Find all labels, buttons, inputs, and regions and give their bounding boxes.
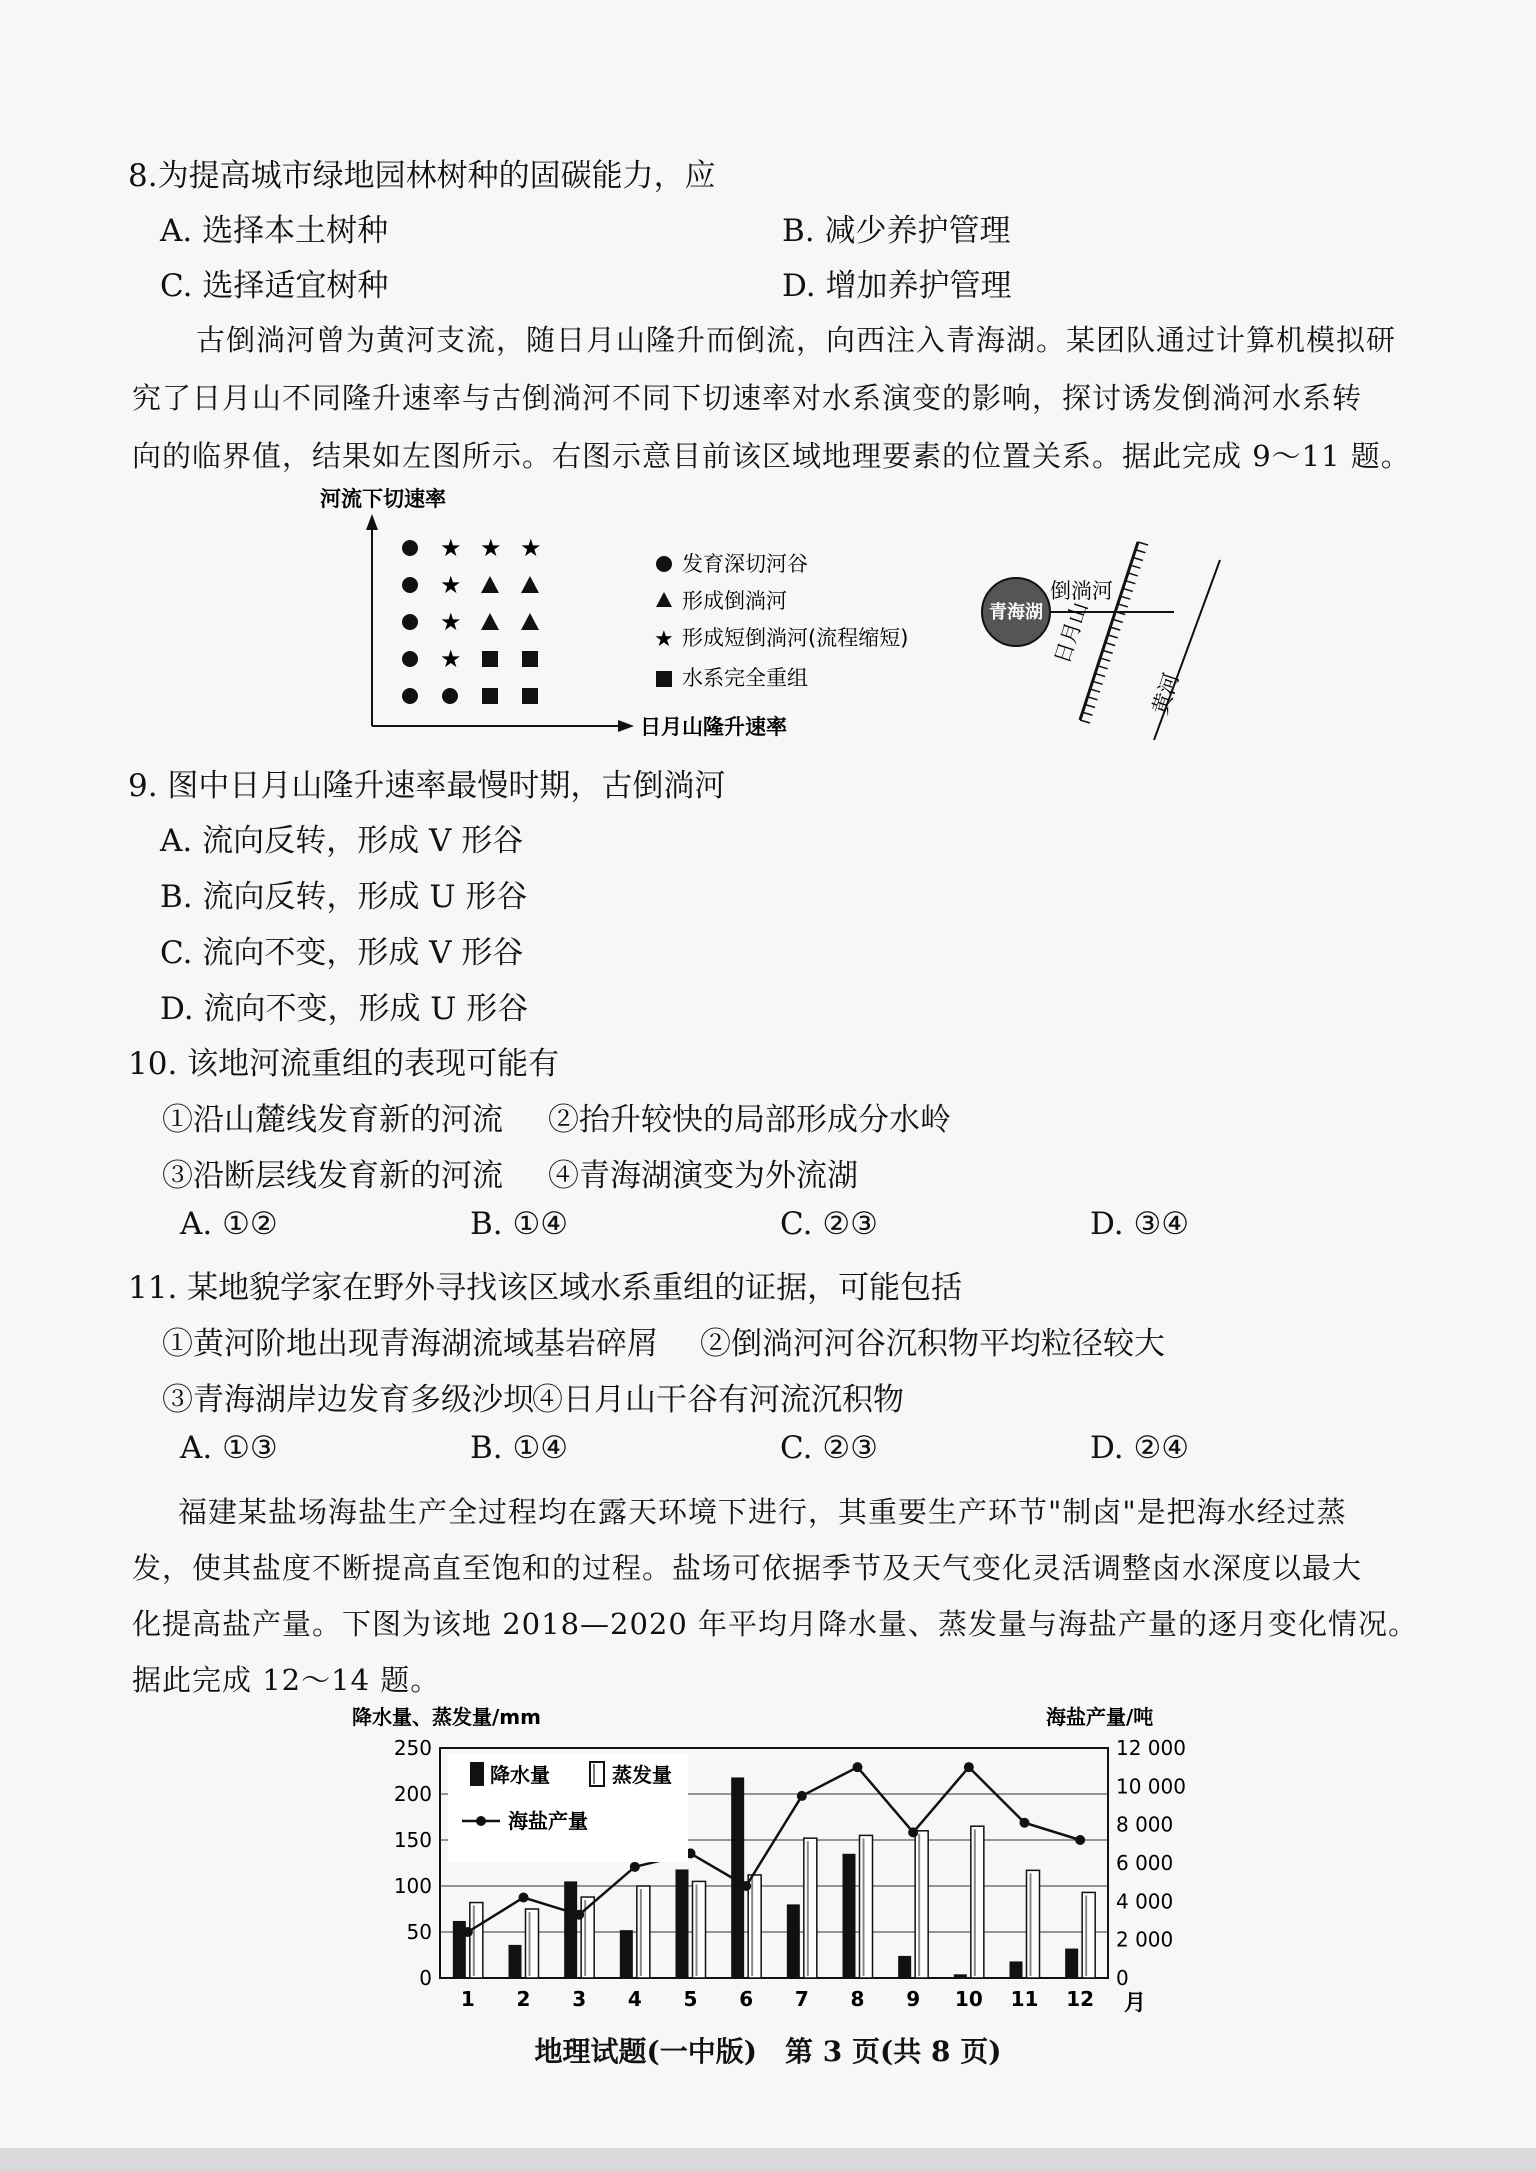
hachure-mark [1090, 689, 1100, 692]
precip-bar [954, 1974, 967, 1978]
chart-x-tick-label: 6 [739, 1987, 754, 2011]
grid-circle-icon [402, 688, 418, 704]
chart-x-ticks [461, 1987, 1094, 2011]
grid-circle-icon [442, 688, 458, 704]
chart-left-tick-label: 50 [406, 1920, 432, 1944]
salt-output-point [797, 1791, 807, 1801]
grid-triangle-icon [481, 613, 499, 630]
passage2-line4: 据此完成 12～14 题。 [132, 1663, 441, 1697]
q11-item-2: ②倒淌河河谷沉积物平均粒径较大 [700, 1326, 1165, 1362]
fig1-legend [654, 552, 908, 690]
salt-output-point [964, 1762, 974, 1772]
evap-bar [860, 1835, 873, 1978]
q10-item-2: ②抬升较快的局部形成分水岭 [548, 1102, 951, 1138]
legend-precip-label: 降水量 [490, 1763, 550, 1787]
salt-output-point [1020, 1818, 1030, 1828]
chart-left-ticks [394, 1736, 432, 1990]
hachure-mark [1105, 643, 1115, 646]
q9-option-a: A. 流向反转，形成 V 形谷 [160, 823, 524, 859]
grid-triangle-icon [481, 576, 499, 593]
grid-triangle-icon [521, 576, 539, 593]
hachure-mark [1095, 674, 1105, 677]
chart-right-tick-label: 10 000 [1116, 1774, 1186, 1799]
grid-circle-icon [402, 614, 418, 630]
legend-square-icon [656, 671, 672, 687]
river2-label: 黄河 [1147, 670, 1184, 718]
chart-left-axis-title: 降水量、蒸发量/mm [352, 1705, 541, 1729]
precip-bar [898, 1956, 911, 1978]
chart-right-tick-label: 12 000 [1116, 1736, 1186, 1760]
passage2-line2: 发，使其盐度不断提高直至饱和的过程。盐场可依据季节及天气变化灵活调整卤水深度以最大 [132, 1551, 1363, 1585]
chart-x-tick-label: 7 [794, 1987, 809, 2011]
q10-item-3: ③沿断层线发育新的河流 [162, 1158, 503, 1194]
salt-output-point [630, 1862, 640, 1872]
hachure-mark [1093, 681, 1103, 684]
precip-bar [843, 1854, 856, 1978]
evap-bar [470, 1903, 483, 1978]
chart-right-tick-label: 6 000 [1116, 1851, 1174, 1875]
grid-star-icon: ★ [480, 534, 502, 562]
evap-bar [1027, 1870, 1040, 1978]
chart-left-tick-label: 0 [419, 1966, 432, 1990]
salt-output-point [741, 1881, 751, 1891]
grid-star-icon: ★ [440, 645, 462, 673]
q9-option-c: C. 流向不变，形成 V 形谷 [160, 935, 524, 971]
scan-bottom-edge [0, 2148, 1536, 2171]
q10-option-d: D. ③④ [1090, 1206, 1190, 1242]
passage2-line1: 福建某盐场海盐生产全过程均在露天环境下进行，其重要生产环节"制卤"是把海水经过蒸 [178, 1495, 1347, 1529]
evap-bar [804, 1838, 817, 1978]
grid-star-icon: ★ [520, 534, 542, 562]
mountain-hachures [1080, 542, 1148, 723]
chart-x-tick-label: 10 [954, 1987, 983, 2011]
q11-item-3: ③青海湖岸边发育多级沙坝 [162, 1382, 534, 1418]
evap-bar [971, 1826, 984, 1978]
chart-right-tick-label: 0 [1116, 1966, 1129, 1990]
fig1-x-label: 日月山隆升速率 [640, 715, 787, 739]
q10-option-c: C. ②③ [780, 1206, 878, 1242]
hachure-mark [1120, 596, 1130, 599]
salt-output-point [463, 1927, 473, 1937]
q10-option-a: A. ①② [180, 1206, 278, 1242]
q8-option-c: C. 选择适宜树种 [160, 268, 389, 304]
hachure-mark [1118, 604, 1128, 607]
passage1-line2: 究了日月山不同隆升速率与古倒淌河不同下切速率对水系演变的影响，探讨诱发倒淌河水系转 [132, 381, 1363, 415]
hachure-mark [1113, 619, 1123, 622]
river-simulation-figure [300, 478, 960, 748]
lake-label: 青海湖 [989, 602, 1043, 623]
fig1-symbol-grid [402, 534, 542, 704]
q10-stem: 10. 该地河流重组的表现可能有 [128, 1046, 560, 1082]
q10-option-b: B. ①④ [470, 1206, 569, 1242]
grid-triangle-icon [521, 613, 539, 630]
mountain-label: 日月山 [1049, 599, 1093, 667]
grid-circle-icon [402, 540, 418, 556]
hachure-mark [1083, 712, 1093, 715]
evap-bar [526, 1909, 539, 1978]
evap-bar [1082, 1892, 1095, 1978]
chart-right-tick-label: 8 000 [1116, 1812, 1174, 1837]
legend-triangle-icon [656, 592, 672, 607]
q8-option-b: B. 减少养护管理 [782, 213, 1011, 249]
evap-bar [915, 1831, 928, 1978]
grid-circle-icon [402, 577, 418, 593]
hachure-mark [1125, 581, 1135, 584]
evap-bar [693, 1881, 706, 1978]
hachure-mark [1100, 658, 1110, 661]
salt-output-point [853, 1762, 863, 1772]
chart-x-tick-label: 8 [850, 1987, 865, 2011]
legend-label-4: 水系完全重组 [682, 666, 808, 690]
q11-item-4: ④日月山干谷有河流沉积物 [532, 1382, 904, 1418]
q9-option-d: D. 流向不变，形成 U 形谷 [160, 991, 529, 1027]
chart-x-tick-label: 3 [572, 1987, 587, 2011]
precip-bar [676, 1869, 689, 1978]
evap-bar [581, 1897, 594, 1978]
salt-output-point [519, 1893, 529, 1903]
hachure-mark [1088, 697, 1098, 700]
legend-label-1: 发育深切河谷 [682, 552, 808, 576]
hachure-mark [1135, 550, 1145, 553]
q11-item-1: ①黄河阶地出现青海湖流域基岩碎屑 [162, 1326, 658, 1362]
chart-x-tick-label: 11 [1010, 1987, 1039, 2011]
legend-label-2: 形成倒淌河 [682, 589, 787, 613]
q9-option-b: B. 流向反转，形成 U 形谷 [160, 879, 528, 915]
hachure-mark [1128, 573, 1138, 576]
hachure-mark [1110, 627, 1120, 630]
salt-output-point [1075, 1835, 1085, 1845]
precip-bar [620, 1930, 633, 1978]
hachure-mark [1098, 666, 1108, 669]
grid-star-icon: ★ [440, 534, 462, 562]
grid-square-icon [482, 651, 498, 667]
q9-stem: 9. 图中日月山隆升速率最慢时期，古倒淌河 [128, 768, 726, 804]
river1-label: 倒淌河 [1050, 579, 1113, 603]
passage2-line3: 化提高盐产量。下图为该地 2018—2020 年平均月降水量、蒸发量与海盐产量的逐月变化情况。 [132, 1607, 1419, 1641]
chart-left-tick-label: 150 [393, 1828, 432, 1852]
chart-left-tick-label: 100 [393, 1874, 432, 1898]
chart-x-tick-label: 9 [906, 1987, 921, 2011]
q10-item-4: ④青海湖演变为外流湖 [548, 1158, 858, 1194]
passage1-line1: 古倒淌河曾为黄河支流，随日月山隆升而倒流，向西注入青海湖。某团队通过计算机模拟研 [196, 323, 1397, 357]
precip-bar [509, 1945, 522, 1978]
chart-left-tick-label: 200 [393, 1782, 432, 1806]
chart-x-unit: 月 [1124, 1991, 1147, 2016]
legend-precip-swatch [470, 1762, 484, 1786]
hachure-mark [1123, 588, 1133, 591]
hachure-mark [1085, 705, 1095, 708]
evap-bar [637, 1886, 650, 1978]
chart-right-tick-label: 4 000 [1116, 1889, 1174, 1914]
q8-stem: 8.为提高城市绿地园林树种的固碳能力，应 [128, 158, 716, 194]
page-footer: 地理试题(一中版) 第 3 页(共 8 页) [534, 2035, 1002, 2068]
precip-bar [1010, 1961, 1023, 1978]
hachure-mark [1080, 720, 1090, 723]
evap-bar [748, 1875, 761, 1978]
passage1-line3: 向的临界值，结果如左图所示。右图示意目前该区域地理要素的位置关系。据此完成 9～11 题。 [132, 439, 1411, 473]
grid-star-icon: ★ [440, 608, 462, 636]
salt-production-chart [340, 1700, 1220, 2030]
hachure-mark [1130, 565, 1140, 568]
chart-right-axis-title: 海盐产量/吨 [1046, 1705, 1154, 1729]
legend-salt-marker [476, 1816, 486, 1826]
precip-bar [564, 1881, 577, 1978]
fig1-x-arrow [618, 720, 634, 732]
hachure-mark [1133, 557, 1143, 560]
legend-evap-swatch [590, 1762, 604, 1786]
legend-label-3: 形成短倒淌河(流程缩短) [682, 626, 909, 650]
q11-option-c: C. ②③ [780, 1430, 878, 1466]
hachure-mark [1103, 650, 1113, 653]
q10-item-1: ①沿山麓线发育新的河流 [162, 1102, 503, 1138]
chart-x-tick-label: 12 [1066, 1987, 1095, 2011]
hachure-mark [1108, 635, 1118, 638]
q11-option-a: A. ①③ [180, 1430, 278, 1466]
fig1-y-arrow [366, 514, 378, 530]
precip-bar [1065, 1949, 1078, 1978]
q11-stem: 11. 某地貌学家在野外寻找该区域水系重组的证据，可能包括 [128, 1270, 963, 1306]
q8-option-a: A. 选择本土树种 [160, 213, 389, 249]
legend-circle-icon [656, 556, 672, 572]
legend-evap-label: 蒸发量 [612, 1763, 672, 1787]
chart-right-ticks [1116, 1736, 1186, 1990]
precip-bar [787, 1904, 800, 1978]
q11-option-b: B. ①④ [470, 1430, 569, 1466]
chart-right-tick-label: 2 000 [1116, 1927, 1174, 1952]
legend-salt-label: 海盐产量 [508, 1809, 588, 1833]
fig1-y-label: 河流下切速率 [320, 487, 446, 511]
chart-x-tick-label: 2 [516, 1987, 531, 2011]
chart-x-tick-label: 1 [460, 1987, 475, 2011]
grid-square-icon [482, 688, 498, 704]
hachure-mark [1138, 542, 1148, 545]
location-sketch-figure [970, 520, 1240, 740]
mountain-ridge-line [1080, 542, 1138, 720]
q8-option-d: D. 增加养护管理 [782, 268, 1012, 304]
grid-star-icon: ★ [440, 571, 462, 599]
salt-output-point [908, 1827, 918, 1837]
grid-square-icon [522, 651, 538, 667]
grid-circle-icon [402, 651, 418, 667]
chart-x-tick-label: 5 [683, 1987, 698, 2011]
legend-star-icon: ★ [654, 627, 674, 652]
q11-option-d: D. ②④ [1090, 1430, 1190, 1466]
chart-left-tick-label: 250 [393, 1736, 432, 1760]
salt-output-point [574, 1910, 584, 1920]
grid-square-icon [522, 688, 538, 704]
chart-x-tick-label: 4 [627, 1987, 642, 2011]
